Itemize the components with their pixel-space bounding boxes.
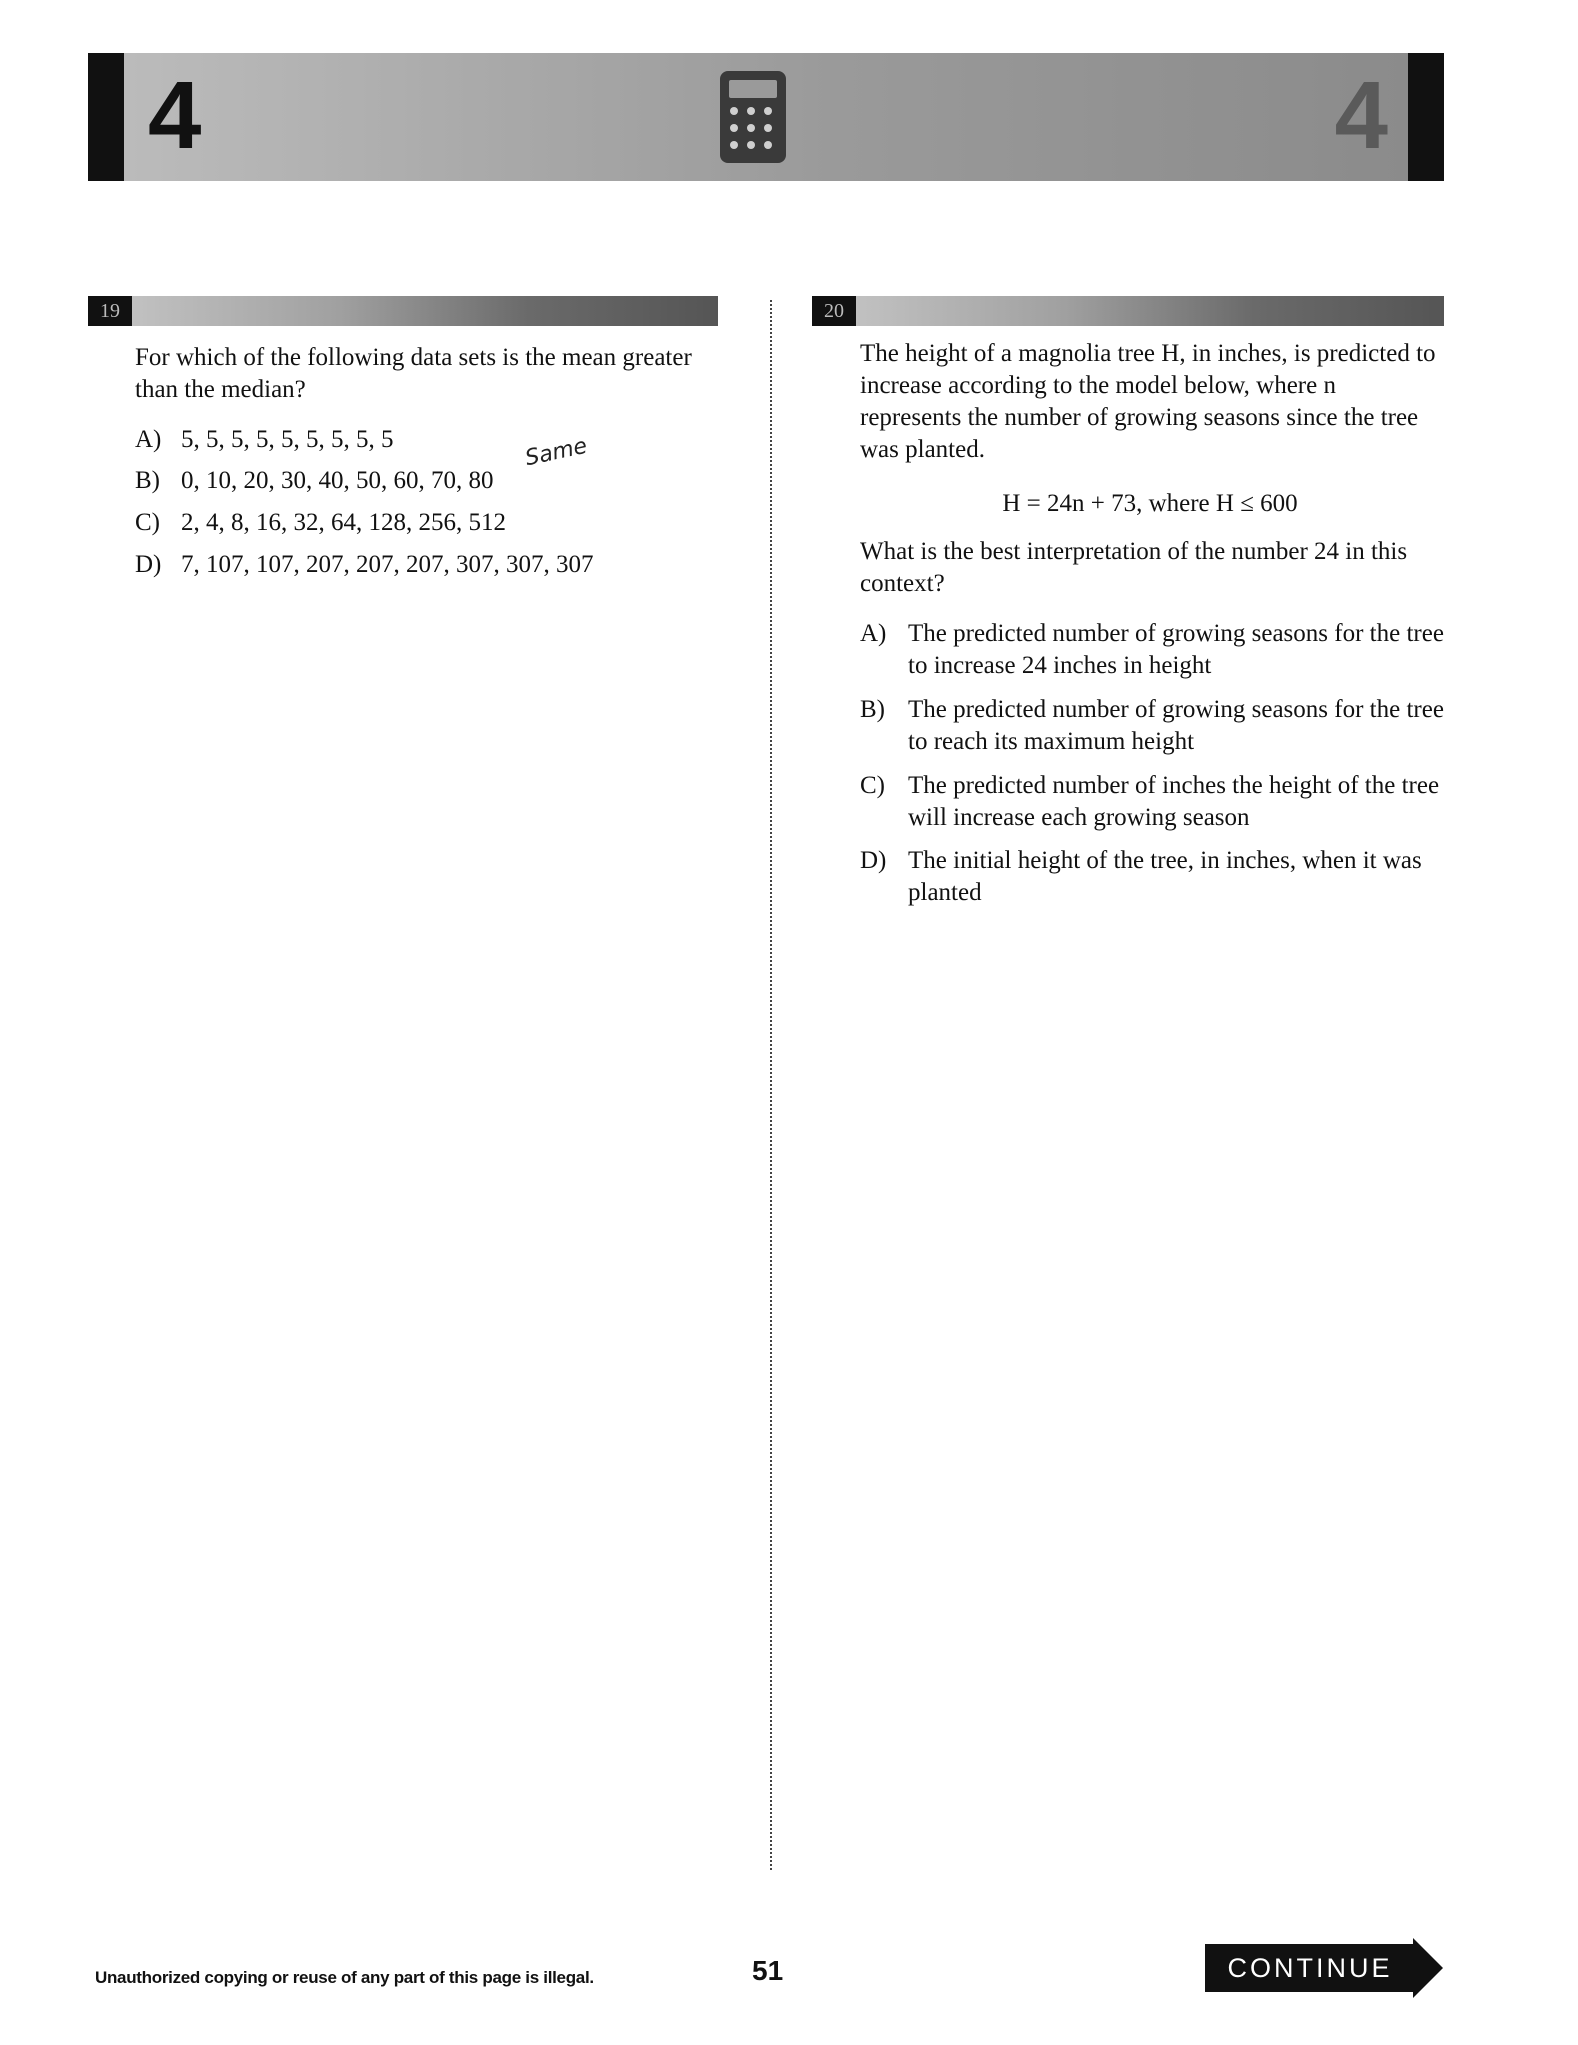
question-20-header [812, 296, 1444, 326]
page-number: 51 [752, 1955, 784, 1986]
continue-label: CONTINUE [1205, 1944, 1415, 1992]
question-20-choice-a[interactable]: A) The predicted number of growing seasons for the tree to increase 24 inches in height [860, 620, 1444, 679]
section-number-right: 4 [1334, 62, 1388, 169]
question-20-choice-d[interactable]: D) The initial height of the tree, in inches, when it was planted [860, 847, 1422, 906]
question-19-header [88, 296, 718, 326]
continue-button[interactable] [1205, 1938, 1445, 1998]
header-right-block [1408, 53, 1444, 181]
question-20-choice-b[interactable]: B) The predicted number of growing seasons for the tree to reach its maximum height [860, 696, 1444, 755]
question-19-prompt: For which of the following data sets is the mean greater than the median? [135, 344, 692, 403]
question-20-prompt: The height of a magnolia tree H, in inches, is predicted to increase according to the model below, where n represents the number of growing seasons since the tree was planted. [860, 340, 1436, 463]
section-header-bar [88, 53, 1444, 181]
question-19-choice-a[interactable]: A) 5, 5, 5, 5, 5, 5, 5, 5, 5 [135, 426, 394, 453]
question-19-choice-d[interactable]: D) 7, 107, 107, 207, 207, 207, 307, 307, 307 [135, 551, 594, 578]
header-left-block [88, 53, 124, 181]
section-number: 4 [148, 62, 202, 169]
question-20-number: 20 [812, 296, 856, 326]
question-20-equation: H = 24n + 73, where H ≤ 600 [1002, 490, 1298, 517]
question-20-question: What is the best interpretation of the number 24 in this context? [860, 538, 1408, 597]
handwritten-note: Same [523, 433, 590, 472]
calculator-icon [720, 71, 786, 163]
copyright-notice: Unauthorized copying or reuse of any part of this page is illegal. [95, 1968, 594, 1987]
arrow-right-icon [1413, 1938, 1443, 1998]
question-19-number: 19 [88, 296, 132, 326]
question-19-choice-b[interactable]: B) 0, 10, 20, 30, 40, 50, 60, 70, 80 [135, 467, 494, 494]
question-19-choice-c[interactable]: C) 2, 4, 8, 16, 32, 64, 128, 256, 512 [135, 509, 506, 536]
question-20-choice-c[interactable]: C) The predicted number of inches the height of the tree will increase each growing season [860, 772, 1440, 831]
column-divider [770, 300, 772, 1870]
